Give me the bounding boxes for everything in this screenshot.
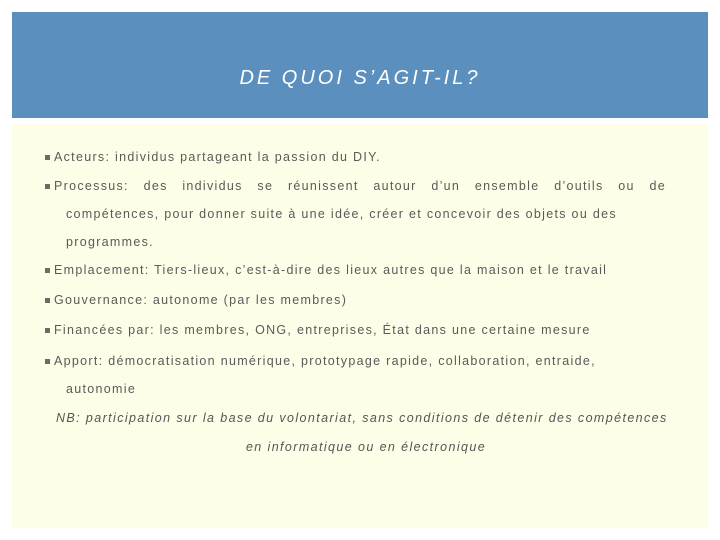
- bullet-term: Processus:: [54, 179, 129, 193]
- bullet-desc: Tiers-lieux, c’est-à-dire des lieux autres que la maison et le travail: [154, 263, 608, 277]
- word: des: [143, 179, 168, 193]
- footnote-line-1: NB: participation sur la base du volontariat, sans conditions de détenir des compétences: [56, 411, 668, 425]
- bullet-line-1: [54, 178, 666, 206]
- footnote: [56, 410, 696, 456]
- square-bullet-icon: [45, 328, 50, 333]
- word: ensemble: [474, 179, 540, 193]
- bullet-desc: les membres, ONG, entreprises, État dans une certaine mesure: [159, 323, 591, 337]
- square-bullet-icon: [45, 155, 50, 160]
- bullet-line-2: compétences, pour donner suite à une idée, créer et concevoir des objets ou des: [66, 207, 617, 221]
- word: autour: [373, 179, 417, 193]
- bullet-emplacement: [54, 262, 680, 290]
- word: de: [649, 179, 666, 193]
- word: d’un: [431, 179, 461, 193]
- bullet-term: Acteurs:: [54, 150, 111, 164]
- square-bullet-icon: [45, 184, 50, 189]
- bullet-processus: [54, 178, 680, 262]
- word: individus: [182, 179, 243, 193]
- word: d’outils: [554, 179, 604, 193]
- word: ou: [618, 179, 635, 193]
- bullet-term: Financées par:: [54, 323, 155, 337]
- bullet-desc: autonome (par les membres): [152, 293, 348, 307]
- bullet-gouvernance: [54, 292, 680, 320]
- bullet-acteurs: [54, 149, 680, 177]
- bullet-term: Gouvernance:: [54, 293, 149, 307]
- square-bullet-icon: [45, 298, 50, 303]
- word: se: [257, 179, 274, 193]
- bullet-term: Apport:: [54, 354, 104, 368]
- square-bullet-icon: [45, 268, 50, 273]
- bullet-line-3: programmes.: [66, 235, 154, 249]
- square-bullet-icon: [45, 359, 50, 364]
- bullet-line-2: autonomie: [66, 382, 137, 396]
- slide-title: DE QUOI S’AGIT-IL?: [239, 67, 481, 89]
- bullet-apport: [54, 353, 680, 409]
- word: réunissent: [287, 179, 359, 193]
- footnote-line-2: en informatique ou en électronique: [245, 440, 487, 454]
- bullet-financement: [54, 322, 680, 350]
- bullet-desc: individus partageant la passion du DIY.: [115, 150, 381, 164]
- bullet-desc: démocratisation numérique, prototypage rapide, collaboration, entraide,: [108, 354, 596, 368]
- bullet-term: Emplacement:: [54, 263, 150, 277]
- slide-title-banner: [12, 12, 708, 118]
